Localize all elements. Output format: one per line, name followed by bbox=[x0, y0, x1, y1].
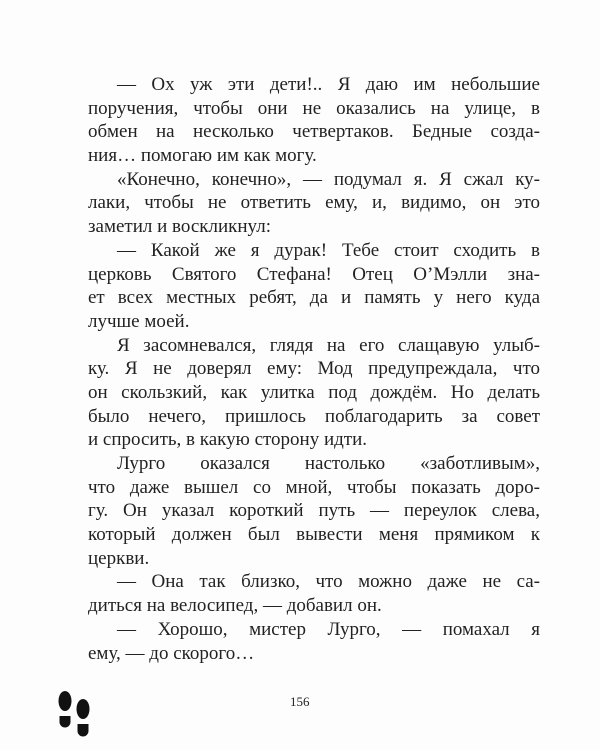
text-line: лаки, чтобы не ответить ему, и, видимо, он это bbox=[88, 192, 540, 214]
footprints-icon bbox=[55, 690, 95, 743]
paragraph bbox=[88, 73, 540, 168]
text-line: церкви. bbox=[88, 547, 150, 569]
paragraph bbox=[88, 570, 540, 617]
text-line: поручения, чтобы они не оказались на улице, в bbox=[88, 97, 540, 119]
text-line: ему, — до скорого… bbox=[88, 642, 255, 664]
text-line: церковь Святого Стефана! Отец О’Мэлли зна- bbox=[88, 263, 540, 285]
body-text bbox=[88, 73, 540, 665]
text-line: ку. Я не доверял ему: Мод предупреждала, что bbox=[88, 358, 540, 380]
text-line: Я засомневался, глядя на его слащавую улыб- bbox=[117, 334, 540, 356]
text-line: диться на велосипед, — добавил он. bbox=[88, 595, 382, 617]
text-line: и спросить, в какую сторону идти. bbox=[88, 429, 368, 451]
text-line: — Ох уж эти дети!.. Я даю им небольшие bbox=[117, 74, 540, 95]
text-line: лучше моей. bbox=[88, 310, 190, 332]
text-line: «Конечно, конечно», — подумал я. Я сжал ку- bbox=[117, 168, 540, 190]
text-line: гу. Он указал короткий путь — переулок слева, bbox=[88, 500, 540, 522]
paragraph bbox=[88, 168, 540, 239]
text-line: — Какой же я дурак! Тебе стоит сходить в bbox=[117, 239, 540, 261]
paragraph bbox=[88, 618, 540, 665]
paragraph bbox=[88, 239, 540, 334]
page-number: 156 bbox=[290, 694, 310, 709]
text-line: что даже вышел со мной, чтобы показать доро- bbox=[88, 476, 540, 498]
paragraph bbox=[88, 334, 540, 452]
text-line: было нечего, пришлось поблагодарить за совет bbox=[88, 405, 540, 427]
text-line: который должен был вывести меня прямиком к bbox=[88, 524, 540, 546]
paragraph bbox=[88, 452, 540, 570]
text-line: заметил и воскликнул: bbox=[88, 216, 271, 238]
text-line: ния… помогаю им как могу. bbox=[88, 145, 317, 167]
text-line: он скользкий, как улитка под дождём. Но делать bbox=[88, 381, 540, 403]
text-line: — Она так близко, что можно даже не са- bbox=[117, 571, 540, 593]
text-line: — Хорошо, мистер Лурго, — помахал я bbox=[117, 618, 540, 640]
text-line: Лурго оказался настолько «заботливым», bbox=[117, 453, 540, 474]
text-line: ет всех местных ребят, да и память у него куда bbox=[88, 287, 540, 309]
text-line: обмен на несколько четвертаков. Бедные созда- bbox=[88, 121, 540, 143]
